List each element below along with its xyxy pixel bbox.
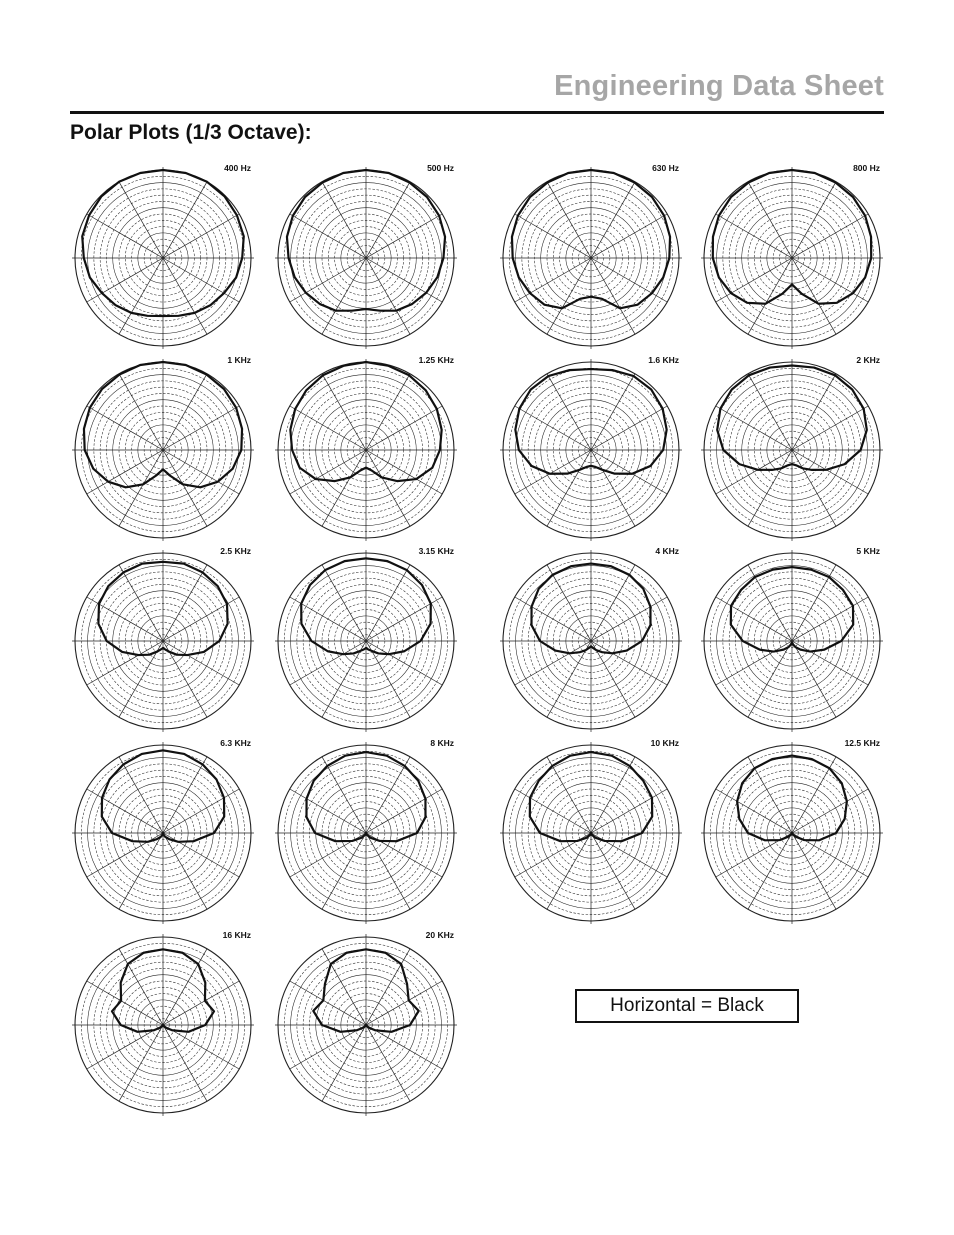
polar-plot <box>275 546 457 732</box>
polar-grid-spoke <box>290 214 366 258</box>
polar-grid-spoke <box>792 450 868 494</box>
frequency-label: 3.15 KHz <box>418 546 454 556</box>
polar-grid-spoke <box>591 258 635 334</box>
polar-grid-spoke <box>163 789 239 833</box>
polar-grid-spoke <box>591 641 667 685</box>
polar-grid-spoke <box>591 565 635 641</box>
frequency-label: 630 Hz <box>652 163 679 173</box>
polar-grid-spoke <box>163 981 239 1025</box>
polar-plot <box>72 930 254 1116</box>
polar-grid-spoke <box>748 182 792 258</box>
polar-grid-spoke <box>163 374 207 450</box>
polar-plot <box>701 163 883 349</box>
polar-grid-spoke <box>366 258 410 334</box>
frequency-label: 500 Hz <box>427 163 454 173</box>
polar-grid-spoke <box>547 565 591 641</box>
polar-grid-spoke <box>163 949 207 1025</box>
polar-grid-spoke <box>322 258 366 334</box>
polar-grid-spoke <box>591 450 667 494</box>
polar-grid-spoke <box>515 214 591 258</box>
legend-label: Horizontal = Black <box>610 995 764 1016</box>
polar-plot <box>275 163 457 349</box>
polar-grid-spoke <box>591 406 667 450</box>
polar-grid-spoke <box>87 406 163 450</box>
polar-grid-spoke <box>119 565 163 641</box>
polar-grid-spoke <box>366 981 442 1025</box>
polar-grid-spoke <box>87 214 163 258</box>
polar-grid-spoke <box>547 258 591 334</box>
polar-grid-spoke <box>163 182 207 258</box>
polar-grid-spoke <box>119 182 163 258</box>
polar-grid-spoke <box>322 757 366 833</box>
polar-plot <box>500 163 682 349</box>
polar-plot <box>275 738 457 924</box>
frequency-label: 20 KHz <box>425 930 454 940</box>
frequency-label: 6.3 KHz <box>220 738 251 748</box>
polar-grid-spoke <box>515 597 591 641</box>
polar-grid-spoke <box>792 833 836 909</box>
polar-grid-spoke <box>366 450 442 494</box>
polar-grid-spoke <box>748 450 792 526</box>
polar-grid-spoke <box>591 374 635 450</box>
polar-grid-spoke <box>792 597 868 641</box>
polar-grid-spoke <box>547 757 591 833</box>
polar-grid-spoke <box>792 406 868 450</box>
polar-grid-spoke <box>290 641 366 685</box>
polar-grid-spoke <box>322 949 366 1025</box>
frequency-label: 10 KHz <box>650 738 679 748</box>
polar-grid-spoke <box>366 214 442 258</box>
polar-grid-spoke <box>591 833 635 909</box>
polar-grid-spoke <box>716 214 792 258</box>
polar-plot <box>701 546 883 732</box>
polar-grid-spoke <box>119 374 163 450</box>
polar-grid-spoke <box>591 258 667 302</box>
polar-grid-spoke <box>716 597 792 641</box>
polar-grid-spoke <box>163 565 207 641</box>
polar-grid-spoke <box>87 981 163 1025</box>
frequency-label: 4 KHz <box>655 546 679 556</box>
polar-grid-spoke <box>366 565 410 641</box>
page-title: Engineering Data Sheet <box>554 70 884 102</box>
polar-grid-spoke <box>591 214 667 258</box>
polar-plot <box>500 546 682 732</box>
polar-plot <box>500 738 682 924</box>
polar-grid-spoke <box>322 374 366 450</box>
polar-plot <box>72 163 254 349</box>
polar-grid-spoke <box>591 757 635 833</box>
polar-grid-spoke <box>290 981 366 1025</box>
polar-grid-spoke <box>322 1025 366 1101</box>
polar-grid-spoke <box>322 833 366 909</box>
polar-grid-spoke <box>515 641 591 685</box>
polar-plot <box>701 355 883 541</box>
polar-grid-spoke <box>119 258 163 334</box>
polar-grid-spoke <box>290 258 366 302</box>
polar-grid-spoke <box>163 1025 207 1101</box>
frequency-label: 1.25 KHz <box>418 355 454 365</box>
polar-grid-spoke <box>547 182 591 258</box>
polar-grid-spoke <box>748 374 792 450</box>
polar-grid-spoke <box>163 641 239 685</box>
polar-grid-spoke <box>792 258 836 334</box>
polar-grid-spoke <box>515 450 591 494</box>
polar-grid-spoke <box>366 1025 410 1101</box>
polar-grid-spoke <box>792 789 868 833</box>
polar-plot <box>72 355 254 541</box>
polar-grid-spoke <box>366 258 442 302</box>
polar-grid-spoke <box>792 641 836 717</box>
polar-grid-spoke <box>366 949 410 1025</box>
polar-grid-spoke <box>748 258 792 334</box>
polar-grid-spoke <box>792 374 836 450</box>
polar-grid-spoke <box>163 258 207 334</box>
frequency-label: 800 Hz <box>853 163 880 173</box>
frequency-label: 16 KHz <box>222 930 251 940</box>
polar-grid-spoke <box>515 258 591 302</box>
frequency-label: 400 Hz <box>224 163 251 173</box>
polar-grid-spoke <box>366 641 442 685</box>
polar-grid-spoke <box>322 565 366 641</box>
legend-box <box>575 989 799 1023</box>
polar-grid-spoke <box>366 789 442 833</box>
frequency-label: 2.5 KHz <box>220 546 251 556</box>
polar-plot <box>701 738 883 924</box>
polar-grid-spoke <box>87 258 163 302</box>
polar-grid-spoke <box>290 789 366 833</box>
polar-grid-spoke <box>163 406 239 450</box>
polar-grid-spoke <box>792 450 836 526</box>
frequency-label: 1.6 KHz <box>648 355 679 365</box>
polar-grid-spoke <box>515 406 591 450</box>
polar-grid-spoke <box>163 757 207 833</box>
frequency-label: 2 KHz <box>856 355 880 365</box>
polar-grid-spoke <box>366 833 410 909</box>
polar-grid-spoke <box>591 597 667 641</box>
polar-plot <box>72 546 254 732</box>
polar-grid-spoke <box>366 182 410 258</box>
frequency-label: 8 KHz <box>430 738 454 748</box>
polar-grid-spoke <box>591 182 635 258</box>
polar-grid-spoke <box>366 374 410 450</box>
polar-grid-spoke <box>163 214 239 258</box>
polar-grid-spoke <box>547 374 591 450</box>
polar-grid-spoke <box>163 258 239 302</box>
polar-grid-spoke <box>163 833 207 909</box>
polar-grid-spoke <box>547 833 591 909</box>
polar-grid-spoke <box>547 450 591 526</box>
polar-plot <box>500 355 682 541</box>
frequency-label: 12.5 KHz <box>844 738 880 748</box>
polar-grid-spoke <box>322 182 366 258</box>
polar-grid-spoke <box>322 450 366 526</box>
polar-grid-spoke <box>366 406 442 450</box>
polar-grid-spoke <box>716 789 792 833</box>
polar-grid-spoke <box>87 789 163 833</box>
polar-grid-spoke <box>748 833 792 909</box>
polar-grid-spoke <box>748 641 792 717</box>
polar-grid-spoke <box>366 450 410 526</box>
polar-grid-spoke <box>290 406 366 450</box>
polar-grid-spoke <box>591 789 667 833</box>
polar-grid-spoke <box>792 182 836 258</box>
polar-grid-spoke <box>119 949 163 1025</box>
polar-grid-spoke <box>792 214 868 258</box>
polar-grid-spoke <box>119 833 163 909</box>
polar-grid-spoke <box>119 1025 163 1101</box>
polar-grid-spoke <box>716 406 792 450</box>
polar-grid-spoke <box>366 757 410 833</box>
polar-grid-spoke <box>515 789 591 833</box>
polar-plot <box>72 738 254 924</box>
polar-plot <box>275 930 457 1116</box>
polar-grid-spoke <box>591 450 635 526</box>
polar-grid-spoke <box>87 641 163 685</box>
polar-grid-spoke <box>716 450 792 494</box>
section-title: Polar Plots (1/3 Octave): <box>70 121 312 144</box>
polar-plot <box>275 355 457 541</box>
frequency-label: 1 KHz <box>227 355 251 365</box>
polar-grid-spoke <box>290 450 366 494</box>
frequency-label: 5 KHz <box>856 546 880 556</box>
polar-grid-spoke <box>119 757 163 833</box>
